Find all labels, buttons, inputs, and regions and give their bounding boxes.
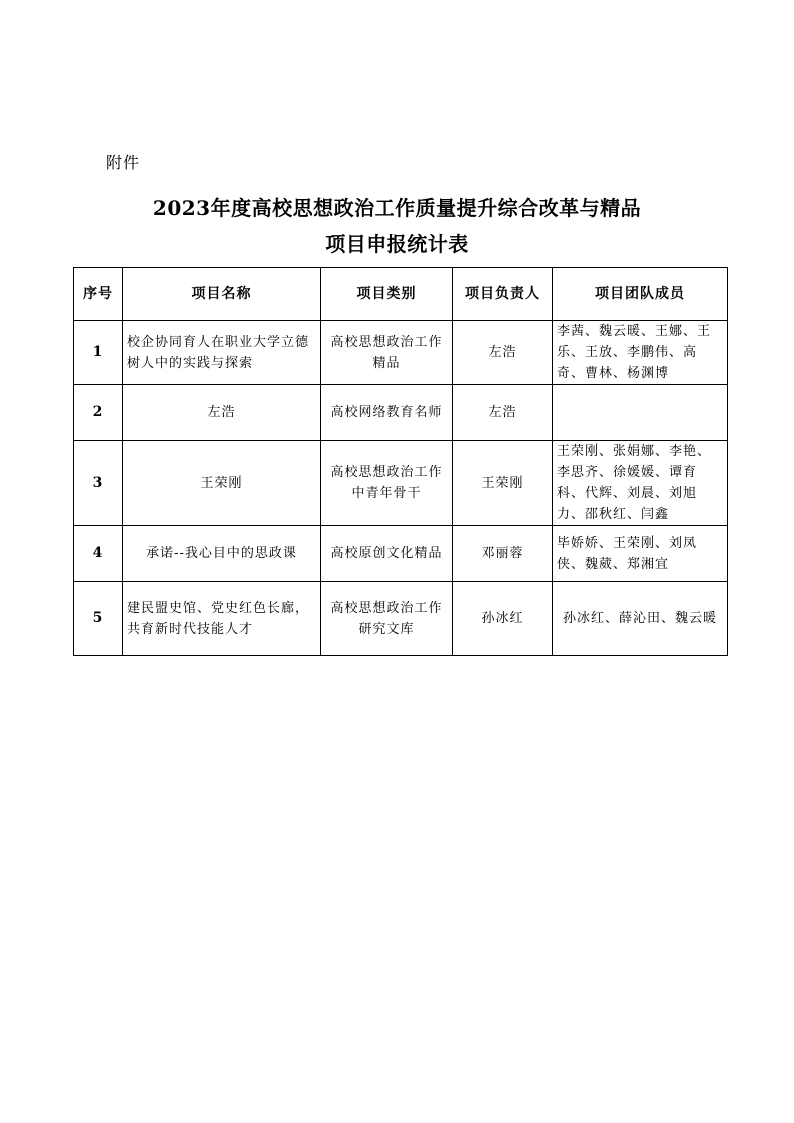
project-leader: 左浩 (453, 385, 553, 441)
project-leader: 左浩 (453, 321, 553, 385)
attachment-label: 附件 (106, 153, 141, 172)
team-members (553, 385, 728, 441)
table-row (74, 385, 728, 441)
team-members: 孙冰红、薛沁田、魏云暖 (553, 582, 728, 656)
project-category: 高校原创文化精品 (321, 526, 453, 582)
team-members: 毕娇娇、王荣刚、刘凤侠、魏葳、郑湘宜 (553, 526, 728, 582)
table-row (74, 526, 728, 582)
project-category: 高校思想政治工作精品 (321, 321, 453, 385)
project-name: 校企协同育人在职业大学立德树人中的实践与探索 (123, 321, 321, 385)
header-team-members: 项目团队成员 (553, 268, 728, 321)
header-project-name: 项目名称 (123, 268, 321, 321)
row-number: 1 (74, 321, 123, 385)
project-name: 王荣刚 (123, 441, 321, 526)
project-leader: 邓丽蓉 (453, 526, 553, 582)
row-number: 3 (74, 441, 123, 526)
header-serial-number: 序号 (74, 268, 123, 321)
project-category: 高校思想政治工作研究文库 (321, 582, 453, 656)
header-project-leader: 项目负责人 (453, 268, 553, 321)
document-title: 2023年度高校思想政治工作质量提升综合改革与精品 (152, 196, 642, 220)
project-leader: 孙冰红 (453, 582, 553, 656)
table-row (74, 582, 728, 656)
project-statistics-table (73, 267, 728, 656)
project-category: 高校网络教育名师 (321, 385, 453, 441)
document-subtitle: 项目申报统计表 (325, 232, 469, 256)
project-name: 建民盟史馆、党史红色长廊，共育新时代技能人才 (123, 582, 321, 656)
table-row (74, 321, 728, 385)
project-category: 高校思想政治工作中青年骨干 (321, 441, 453, 526)
row-number: 2 (74, 385, 123, 441)
team-members: 王荣刚、张娟娜、李艳、李思齐、徐媛媛、谭育科、代辉、刘晨、刘旭力、邵秋红、闫鑫 (553, 441, 728, 526)
header-project-category: 项目类别 (321, 268, 453, 321)
table-header-row (74, 268, 728, 321)
table-row (74, 441, 728, 526)
row-number: 4 (74, 526, 123, 582)
team-members: 李茜、魏云暖、王娜、王乐、王放、李鹏伟、高奇、曹林、杨渊博 (553, 321, 728, 385)
project-name: 左浩 (123, 385, 321, 441)
project-leader: 王荣刚 (453, 441, 553, 526)
row-number: 5 (74, 582, 123, 656)
project-name: 承诺--我心目中的思政课 (123, 526, 321, 582)
